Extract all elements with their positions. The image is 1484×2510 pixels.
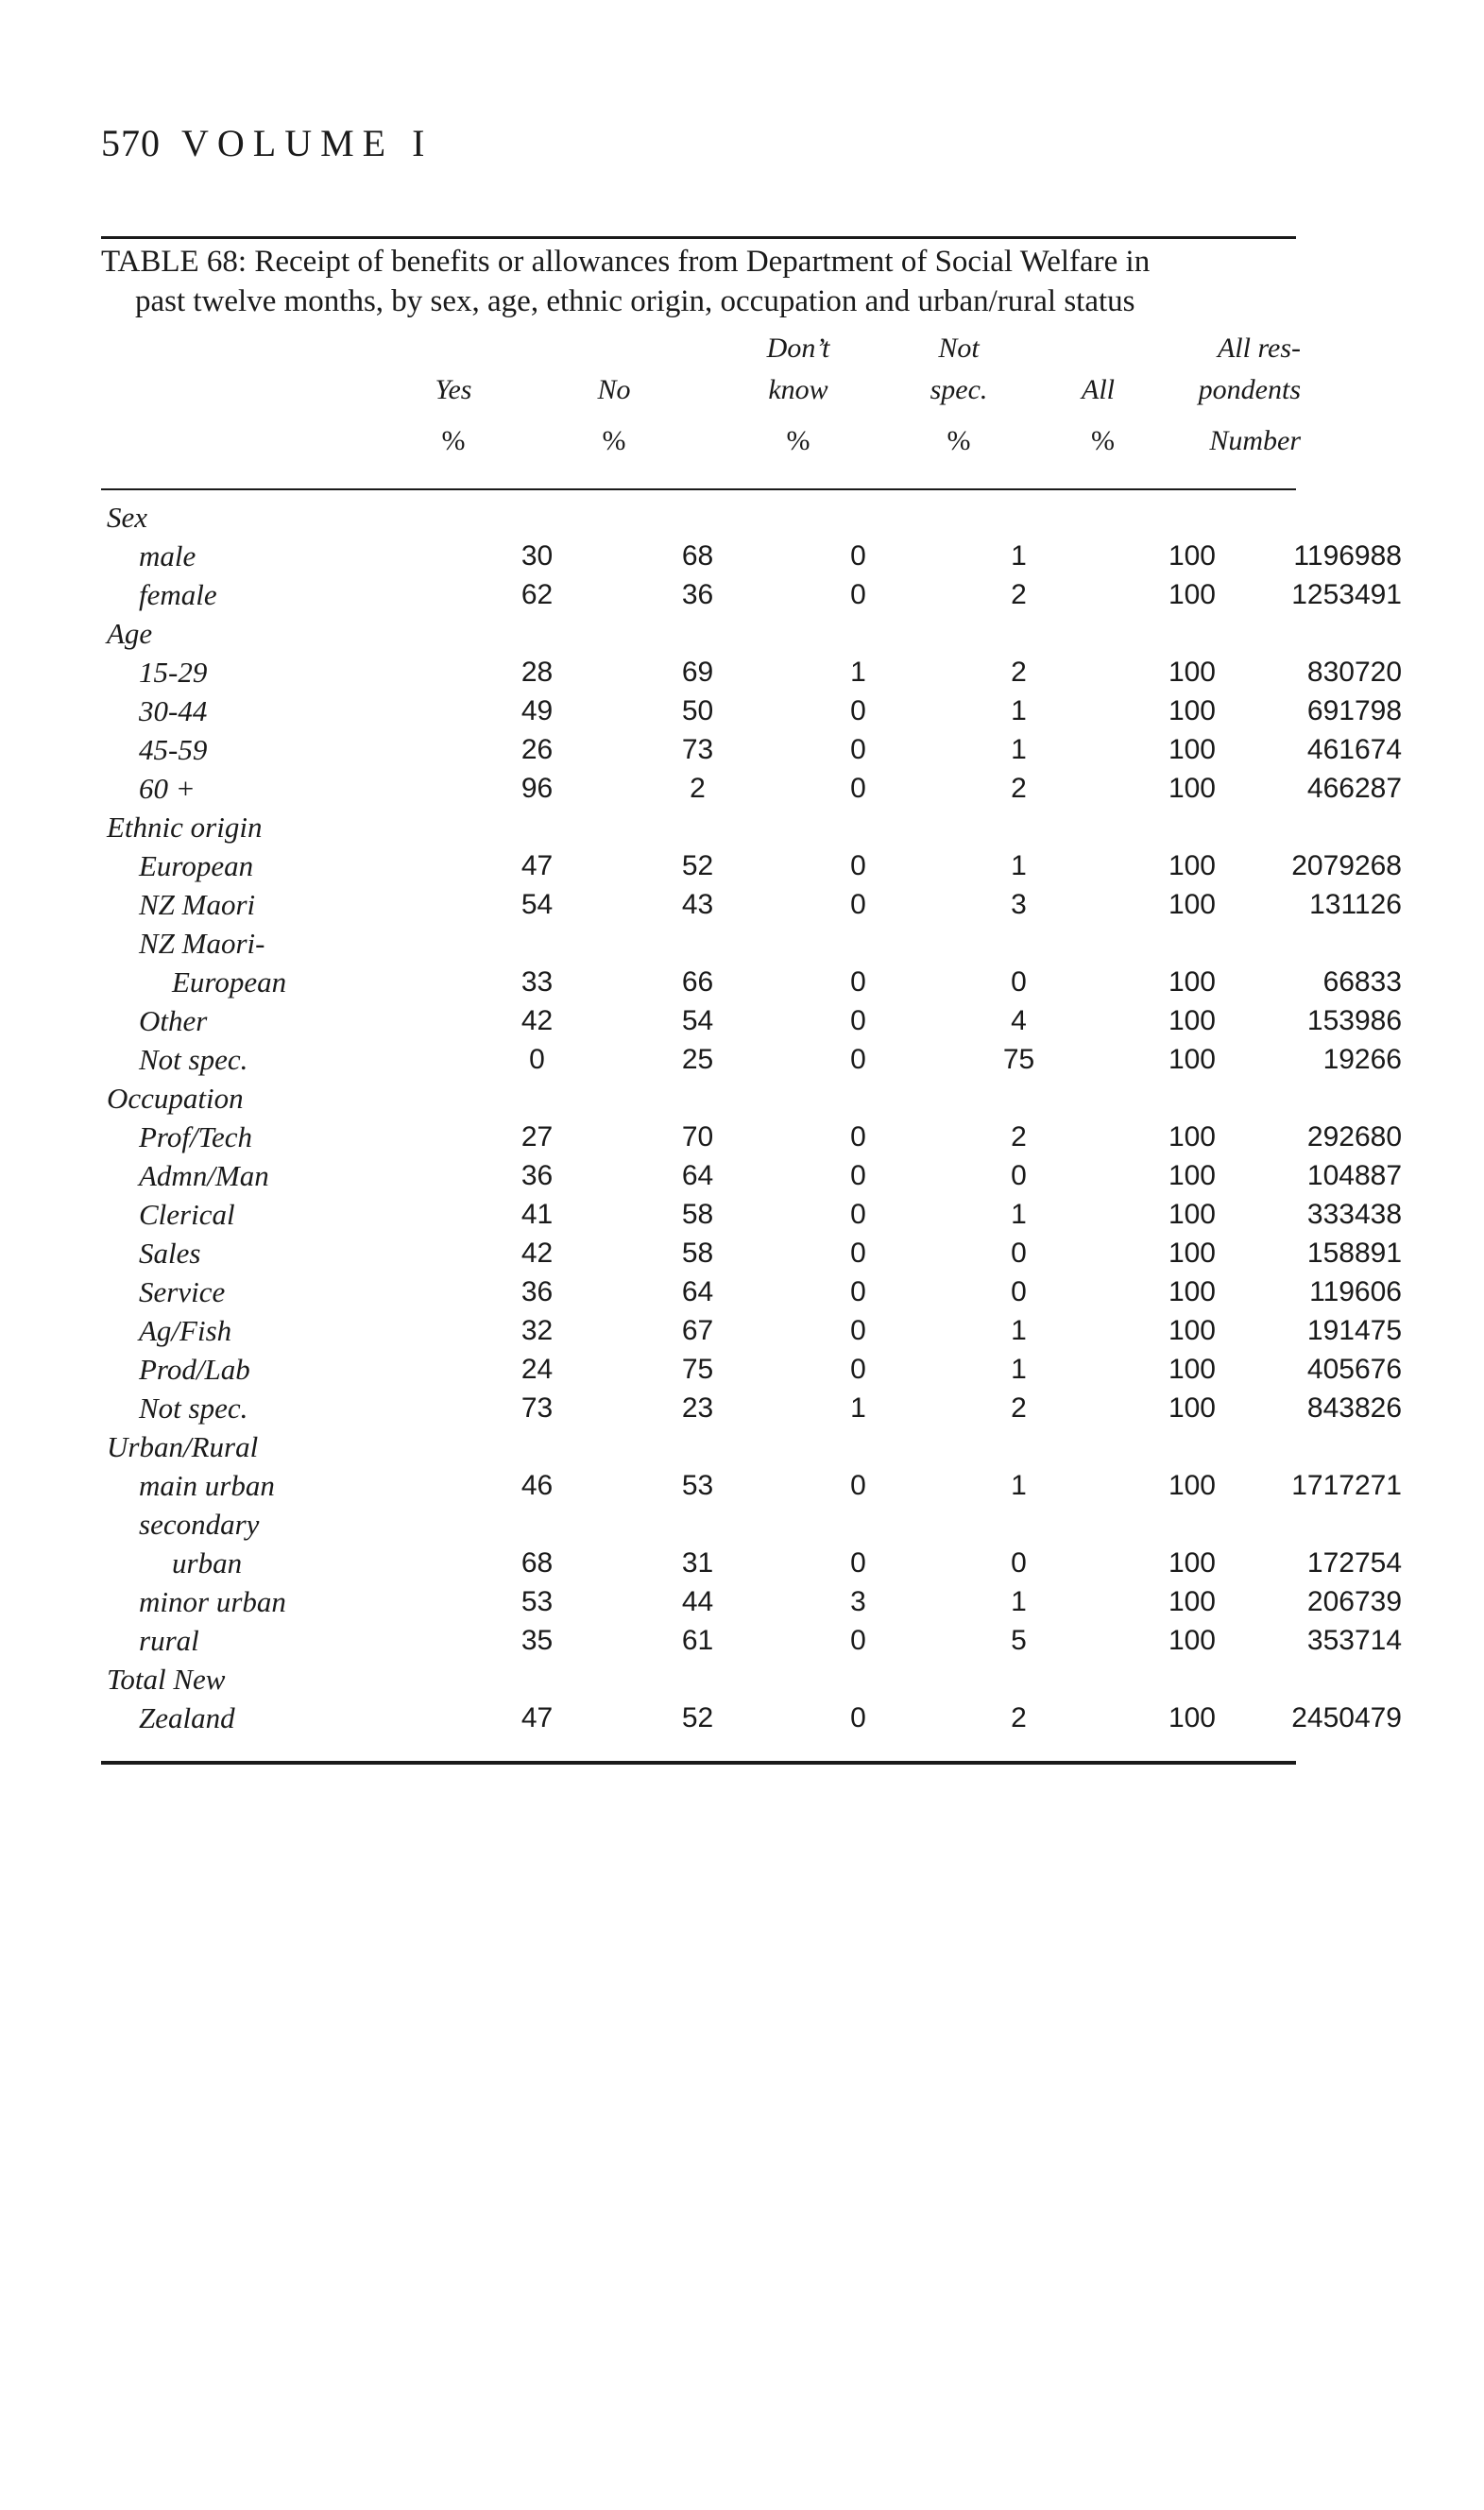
cell-no: 36	[681, 579, 714, 610]
cell-all: 100	[1168, 1470, 1216, 1501]
table-row	[101, 1621, 1402, 1660]
cell-yes: 32	[520, 1315, 554, 1346]
table-row	[101, 1118, 1402, 1156]
cell-dont-know: 0	[850, 773, 866, 804]
cell-yes: 26	[520, 734, 554, 765]
cell-not-spec: 2	[1011, 1121, 1027, 1153]
row-label: Not spec.	[139, 1043, 248, 1076]
header-yes-pct: %	[441, 425, 466, 456]
cell-yes: 42	[520, 1238, 554, 1269]
cell-no: 25	[681, 1044, 714, 1075]
table-row	[101, 1466, 1402, 1505]
table-group-row	[101, 808, 1301, 846]
row-label: 60 +	[139, 772, 196, 805]
cell-dont-know: 0	[850, 1044, 866, 1075]
header-yes: Yes	[435, 374, 472, 405]
cell-yes: 30	[520, 540, 554, 572]
cell-not-spec: 2	[1011, 773, 1027, 804]
cell-respondents: 206739	[1306, 1586, 1402, 1617]
row-label: NZ Maori-	[139, 927, 265, 960]
cell-respondents: 2079268	[1291, 850, 1402, 881]
table-row	[101, 1040, 1402, 1079]
cell-dont-know: 0	[850, 1199, 866, 1230]
row-label: European	[172, 965, 287, 999]
row-label: Zealand	[139, 1701, 235, 1734]
row-label: Clerical	[139, 1198, 235, 1231]
cell-dont-know: 0	[850, 1160, 866, 1191]
caption-line-2: past twelve months, by sex, age, ethnic origin, occupation and urban/rural status	[135, 284, 1135, 318]
table-row	[101, 1389, 1402, 1427]
table-row	[101, 1544, 1402, 1582]
header-not-spec-line2: spec.	[930, 374, 988, 405]
cell-not-spec: 1	[1011, 1470, 1027, 1501]
cell-no: 44	[681, 1586, 714, 1617]
table-row	[101, 769, 1402, 808]
cell-no: 64	[681, 1160, 714, 1191]
table-row	[101, 653, 1402, 692]
cell-all: 100	[1168, 1238, 1216, 1269]
cell-yes: 47	[520, 1702, 554, 1733]
cell-respondents: 1196988	[1293, 540, 1402, 572]
cell-yes: 36	[520, 1276, 554, 1307]
cell-dont-know: 0	[850, 734, 866, 765]
cell-dont-know: 0	[850, 850, 866, 881]
cell-not-spec: 1	[1011, 850, 1027, 881]
row-label: Sex	[107, 501, 148, 534]
cell-dont-know: 1	[850, 1392, 866, 1424]
cell-not-spec: 1	[1011, 695, 1027, 726]
header-all-respondents-line2: pondents	[1198, 374, 1301, 405]
header-not-spec-pct: %	[947, 425, 971, 456]
cell-yes: 53	[520, 1586, 554, 1617]
row-label: 15-29	[139, 656, 208, 689]
row-label: NZ Maori	[139, 888, 256, 921]
row-label: urban	[172, 1546, 243, 1579]
table-top-rule	[101, 236, 1296, 239]
header-dont-know-line2: know	[768, 374, 828, 405]
cell-not-spec: 75	[1002, 1044, 1035, 1075]
cell-not-spec: 0	[1011, 966, 1027, 998]
cell-yes: 96	[520, 773, 554, 804]
header-dont-know-line1: Don’t	[766, 333, 830, 364]
cell-respondents: 1253491	[1291, 579, 1402, 610]
cell-all: 100	[1168, 695, 1216, 726]
row-label: Occupation	[107, 1082, 244, 1115]
cell-no: 23	[681, 1392, 714, 1424]
cell-yes: 35	[520, 1625, 554, 1656]
row-label: Ag/Fish	[139, 1314, 232, 1347]
cell-no: 52	[681, 850, 714, 881]
cell-not-spec: 2	[1011, 579, 1027, 610]
caption-line-1: TABLE 68: Receipt of benefits or allowances from Department of Social Welfare in	[101, 245, 1151, 279]
row-label: 45-59	[139, 733, 208, 766]
cell-respondents: 830720	[1306, 657, 1402, 688]
volume-label: VOLUME I	[181, 122, 434, 164]
cell-no: 70	[681, 1121, 714, 1153]
table-row	[101, 537, 1402, 575]
cell-respondents: 19266	[1322, 1044, 1402, 1075]
row-label: main urban	[139, 1469, 275, 1502]
cell-no: 31	[681, 1547, 714, 1579]
cell-no: 61	[681, 1625, 714, 1656]
table-body	[101, 498, 1402, 1737]
cell-all: 100	[1168, 1044, 1216, 1075]
cell-all: 100	[1168, 889, 1216, 920]
cell-not-spec: 1	[1011, 1586, 1027, 1617]
cell-yes: 49	[520, 695, 554, 726]
row-label: Not spec.	[139, 1392, 248, 1425]
cell-no: 58	[681, 1238, 714, 1269]
row-label: Prof/Tech	[139, 1120, 252, 1153]
cell-all: 100	[1168, 1160, 1216, 1191]
row-label: rural	[139, 1624, 199, 1657]
cell-yes: 73	[520, 1392, 554, 1424]
cell-dont-know: 0	[850, 1547, 866, 1579]
cell-dont-know: 0	[850, 1276, 866, 1307]
header-number: Number	[1209, 425, 1301, 456]
cell-all: 100	[1168, 1625, 1216, 1656]
cell-no: 64	[681, 1276, 714, 1307]
cell-not-spec: 2	[1011, 1392, 1027, 1424]
cell-all: 100	[1168, 540, 1216, 572]
cell-dont-know: 0	[850, 1625, 866, 1656]
cell-respondents: 292680	[1306, 1121, 1402, 1153]
cell-no: 50	[681, 695, 714, 726]
cell-not-spec: 0	[1011, 1547, 1027, 1579]
cell-no: 67	[681, 1315, 714, 1346]
table-row	[101, 1505, 1301, 1544]
cell-all: 100	[1168, 1702, 1216, 1733]
cell-yes: 42	[520, 1005, 554, 1036]
header-dont-know-pct: %	[786, 425, 810, 456]
page-header	[101, 121, 433, 165]
cell-dont-know: 0	[850, 695, 866, 726]
row-label: Sales	[139, 1237, 201, 1270]
row-label: Prod/Lab	[139, 1353, 250, 1386]
table-group-row	[101, 614, 1301, 653]
cell-respondents: 691798	[1306, 695, 1402, 726]
cell-no: 66	[681, 966, 714, 998]
cell-respondents: 2450479	[1291, 1702, 1402, 1733]
cell-yes: 27	[520, 1121, 554, 1153]
row-label: secondary	[139, 1508, 260, 1541]
cell-yes: 41	[520, 1199, 554, 1230]
cell-respondents: 843826	[1306, 1392, 1402, 1424]
table-group-row	[101, 1079, 1301, 1118]
cell-not-spec: 1	[1011, 540, 1027, 572]
cell-all: 100	[1168, 773, 1216, 804]
table-bottom-rule	[101, 1761, 1296, 1765]
cell-not-spec: 2	[1011, 657, 1027, 688]
row-label: Other	[139, 1004, 208, 1037]
cell-not-spec: 0	[1011, 1160, 1027, 1191]
header-not-spec-line1: Not	[938, 333, 980, 364]
table-row	[101, 963, 1402, 1001]
cell-no: 43	[681, 889, 714, 920]
cell-all: 100	[1168, 1199, 1216, 1230]
table-row	[101, 1234, 1402, 1272]
cell-respondents: 405676	[1306, 1354, 1402, 1385]
cell-respondents: 191475	[1306, 1315, 1402, 1346]
row-label: Total New	[107, 1663, 226, 1696]
header-rule	[101, 488, 1296, 490]
cell-dont-know: 0	[850, 579, 866, 610]
table-row	[101, 1311, 1402, 1350]
table-caption	[101, 242, 1301, 321]
cell-dont-know: 0	[850, 1470, 866, 1501]
table-row	[101, 885, 1402, 924]
row-label: male	[139, 539, 196, 572]
cell-respondents: 104887	[1306, 1160, 1402, 1191]
table-row	[101, 846, 1402, 885]
cell-yes: 33	[520, 966, 554, 998]
row-label: female	[139, 578, 217, 611]
cell-yes: 68	[520, 1547, 554, 1579]
header-all-pct: %	[1091, 425, 1115, 456]
cell-all: 100	[1168, 850, 1216, 881]
cell-all: 100	[1168, 1547, 1216, 1579]
row-label: minor urban	[139, 1585, 286, 1618]
row-label: 30-44	[139, 694, 208, 727]
cell-dont-know: 0	[850, 1238, 866, 1269]
cell-dont-know: 0	[850, 1005, 866, 1036]
cell-no: 2	[690, 773, 706, 804]
page-number: 570	[101, 122, 161, 164]
header-all-respondents-line1: All res-	[1217, 333, 1301, 364]
cell-respondents: 172754	[1306, 1547, 1402, 1579]
cell-respondents: 153986	[1306, 1005, 1402, 1036]
cell-not-spec: 4	[1011, 1005, 1027, 1036]
cell-dont-know: 0	[850, 1315, 866, 1346]
table-row	[101, 575, 1402, 614]
header-all: All	[1082, 374, 1115, 405]
cell-respondents: 119606	[1309, 1276, 1402, 1307]
cell-all: 100	[1168, 1315, 1216, 1346]
cell-respondents: 461674	[1306, 734, 1402, 765]
cell-not-spec: 5	[1011, 1625, 1027, 1656]
cell-all: 100	[1168, 1354, 1216, 1385]
table-row	[101, 924, 1301, 963]
cell-all: 100	[1168, 966, 1216, 998]
cell-all: 100	[1168, 1586, 1216, 1617]
table-row	[101, 1582, 1402, 1621]
cell-no: 58	[681, 1199, 714, 1230]
cell-yes: 28	[520, 657, 554, 688]
row-label: Ethnic origin	[107, 811, 263, 844]
cell-respondents: 333438	[1306, 1199, 1402, 1230]
cell-not-spec: 1	[1011, 1199, 1027, 1230]
cell-yes: 47	[520, 850, 554, 881]
row-label: Age	[107, 617, 153, 650]
cell-yes: 62	[520, 579, 554, 610]
cell-all: 100	[1168, 657, 1216, 688]
table-row	[101, 1195, 1402, 1234]
table-group-row	[101, 498, 1301, 537]
row-label: Urban/Rural	[107, 1430, 259, 1463]
cell-not-spec: 1	[1011, 734, 1027, 765]
table-row	[101, 692, 1402, 730]
cell-not-spec: 1	[1011, 1354, 1027, 1385]
cell-no: 69	[681, 657, 714, 688]
cell-dont-know: 0	[850, 1702, 866, 1733]
table-group-row	[101, 1427, 1301, 1466]
cell-all: 100	[1168, 1121, 1216, 1153]
cell-not-spec: 0	[1011, 1276, 1027, 1307]
cell-yes: 54	[520, 889, 554, 920]
cell-all: 100	[1168, 579, 1216, 610]
cell-all: 100	[1168, 1392, 1216, 1424]
cell-respondents: 466287	[1306, 773, 1402, 804]
cell-dont-know: 1	[850, 657, 866, 688]
cell-not-spec: 1	[1011, 1315, 1027, 1346]
cell-no: 75	[681, 1354, 714, 1385]
cell-dont-know: 0	[850, 966, 866, 998]
cell-all: 100	[1168, 1276, 1216, 1307]
table-row	[101, 1156, 1402, 1195]
cell-not-spec: 2	[1011, 1702, 1027, 1733]
cell-all: 100	[1168, 734, 1216, 765]
cell-yes: 24	[520, 1354, 554, 1385]
cell-dont-know: 3	[850, 1586, 866, 1617]
cell-yes: 0	[529, 1044, 545, 1075]
row-label: Admn/Man	[139, 1159, 269, 1192]
row-label: Service	[139, 1275, 226, 1308]
header-no: No	[597, 374, 631, 405]
table-row	[101, 1350, 1402, 1389]
cell-dont-know: 0	[850, 889, 866, 920]
cell-respondents: 66833	[1322, 966, 1402, 998]
cell-yes: 46	[520, 1470, 554, 1501]
cell-no: 68	[681, 540, 714, 572]
cell-dont-know: 0	[850, 1121, 866, 1153]
table-row	[101, 1001, 1402, 1040]
cell-respondents: 158891	[1306, 1238, 1402, 1269]
cell-no: 52	[681, 1702, 714, 1733]
table-row	[101, 730, 1402, 769]
cell-respondents: 1717271	[1291, 1470, 1402, 1501]
cell-all: 100	[1168, 1005, 1216, 1036]
cell-not-spec: 3	[1011, 889, 1027, 920]
table-row	[101, 1699, 1402, 1737]
header-no-pct: %	[602, 425, 626, 456]
table-row	[101, 1272, 1402, 1311]
cell-no: 73	[681, 734, 714, 765]
table-group-row	[101, 1660, 1301, 1699]
cell-not-spec: 0	[1011, 1238, 1027, 1269]
cell-dont-know: 0	[850, 540, 866, 572]
cell-yes: 36	[520, 1160, 554, 1191]
row-label: European	[139, 849, 254, 882]
cell-no: 54	[681, 1005, 714, 1036]
cell-dont-know: 0	[850, 1354, 866, 1385]
cell-respondents: 353714	[1306, 1625, 1402, 1656]
cell-no: 53	[681, 1470, 714, 1501]
cell-respondents: 131126	[1309, 889, 1402, 920]
